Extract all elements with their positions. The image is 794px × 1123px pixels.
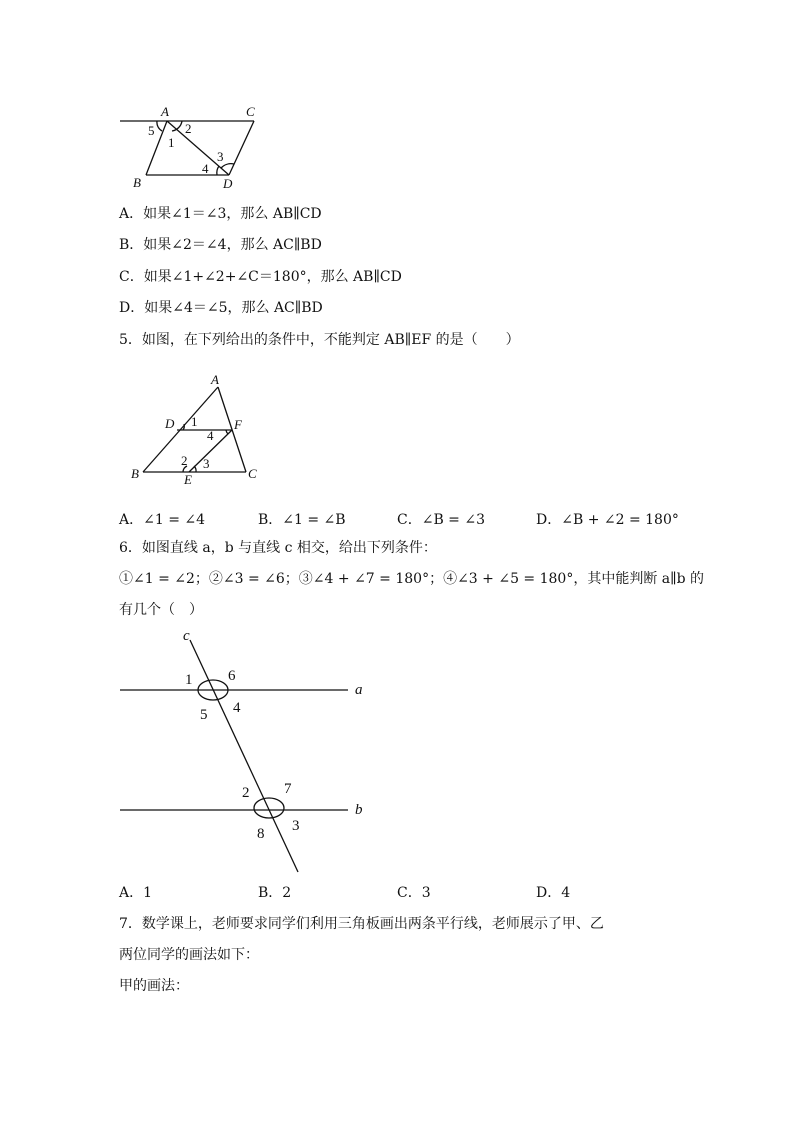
q6-label-4: 4 [233,700,241,716]
q5-label-F: F [234,417,242,432]
q5-label-4: 4 [207,428,214,443]
q4-option-a: A．如果∠1＝∠3，那么 AB∥CD [119,206,322,222]
q6-option-c: C．3 [397,885,431,901]
q5-label-A: A [211,372,219,387]
q6-label-5: 5 [200,707,208,723]
q5-label-3: 3 [203,456,210,471]
q6-option-a: A．1 [119,885,153,901]
q5-option-d: D．∠B + ∠2 = 180° [536,512,679,528]
q6-stem-line1: 6．如图直线 a，b 与直线 c 相交，给出下列条件： [119,540,437,556]
q4-label-D: D [223,176,233,191]
q6-label-6: 6 [228,668,236,684]
q4-label-1: 1 [168,135,175,150]
q6-option-b: B．2 [258,885,292,901]
q7-line2: 两位同学的画法如下： [119,947,259,963]
q5-label-2: 2 [181,453,188,468]
q5-stem: 5．如图，在下列给出的条件中，不能判定 AB∥EF 的是（ ） [119,332,520,348]
q5-label-1: 1 [191,414,198,429]
q4-label-3: 3 [217,149,224,164]
q6-stem-line3: 有几个（ ） [119,602,203,618]
q4-label-5: 5 [148,123,155,138]
q4-label-A: A [161,104,169,119]
q5-option-b: B．∠1 = ∠B [258,512,346,528]
q5-label-C: C [248,466,257,481]
q5-label-E: E [184,472,192,487]
q4-option-c: C．如果∠1+∠2+∠C＝180°，那么 AB∥CD [119,269,402,285]
q6-label-2: 2 [242,785,250,801]
q4-label-2: 2 [185,121,192,136]
q6-label-7: 7 [284,781,292,797]
q6-label-a: a [355,682,363,698]
q4-label-4: 4 [202,161,209,176]
q7-line3: 甲的画法： [119,978,189,994]
q4-label-B: B [133,175,141,190]
q6-label-8: 8 [257,826,265,842]
q4-label-C: C [246,104,255,119]
q7-line1: 7．数学课上，老师要求同学们利用三角板画出两条平行线，老师展示了甲、乙 [119,916,604,932]
q5-option-a: A．∠1 = ∠4 [119,512,206,528]
q6-label-c: c [183,628,190,644]
q6-label-1: 1 [185,672,193,688]
q5-label-B: B [131,466,139,481]
q6-option-d: D．4 [536,885,571,901]
q4-option-b: B．如果∠2＝∠4，那么 AC∥BD [119,237,322,253]
q5-option-c: C．∠B = ∠3 [397,512,485,528]
q6-stem-line2: ①∠1 = ∠2；②∠3 = ∠6；③∠4 + ∠7 = 180°；④∠3 + ∠5 = 180°，其中能判断 a∥b 的 [119,571,705,587]
q6-label-b: b [355,802,363,818]
q6-label-3: 3 [292,818,300,834]
q5-label-D: D [165,416,175,431]
q4-option-d: D．如果∠4＝∠5，那么 AC∥BD [119,300,323,316]
